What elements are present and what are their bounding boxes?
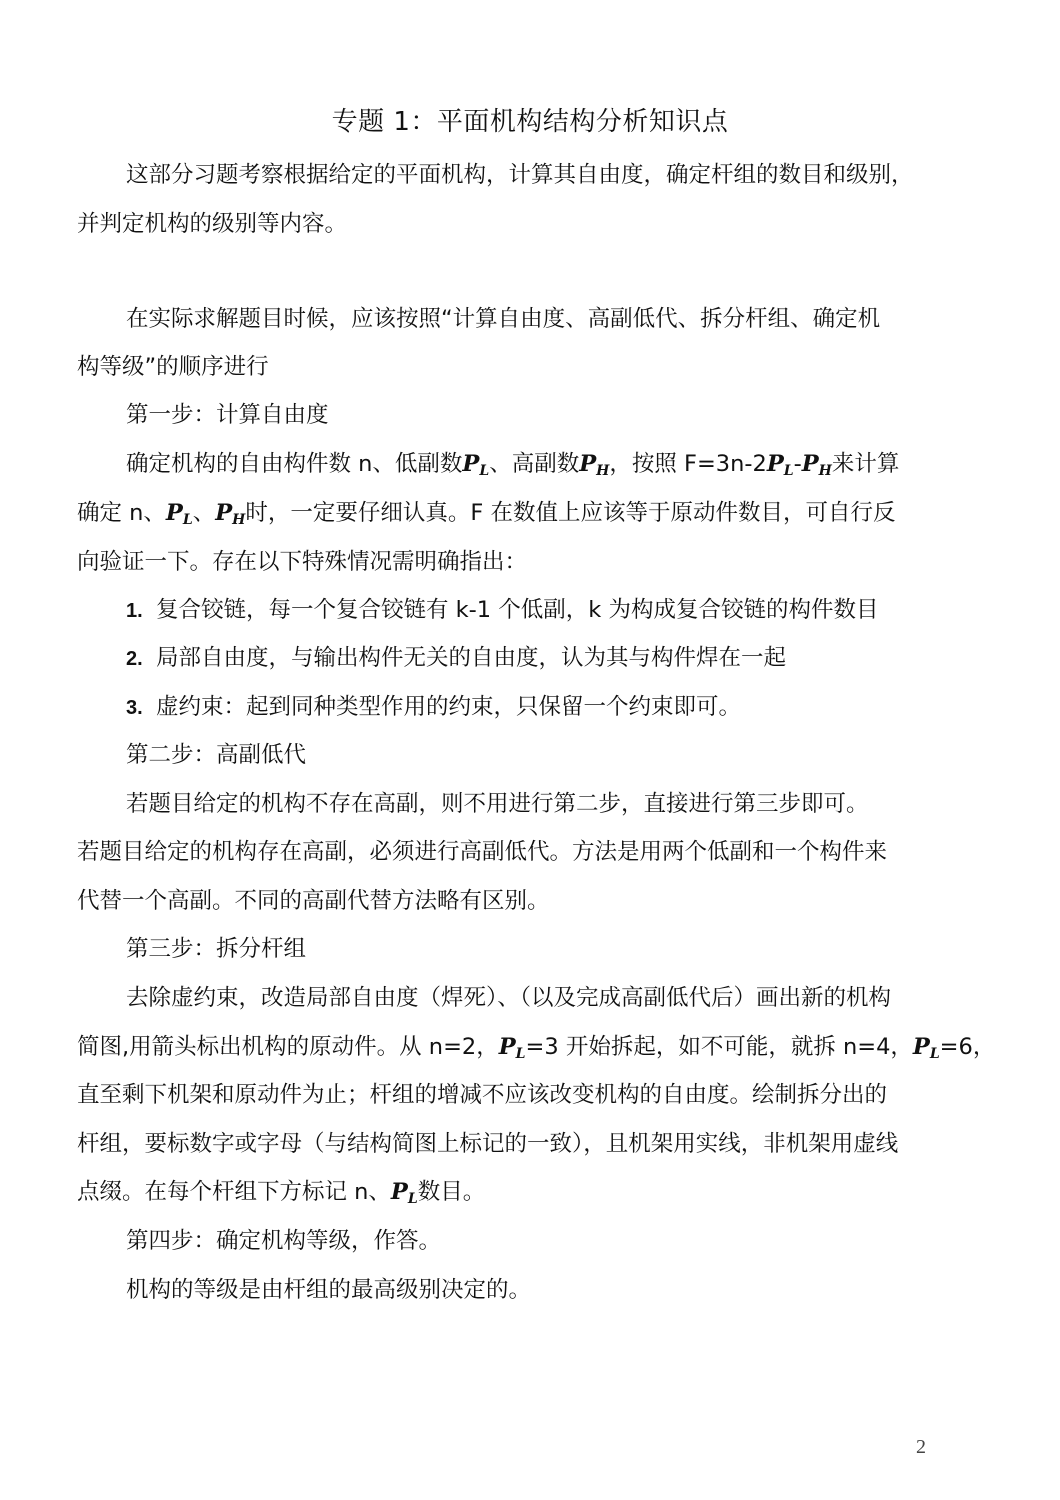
step3-line-5: 点缀。在每个杆组下方标记 n、$P_L$数目。 (77, 1179, 486, 1207)
step1-paragraph-line-3: 向验证一下。存在以下特殊情况需明确指出： (77, 549, 528, 575)
symbol-pl: $P_L$ (498, 1034, 526, 1062)
order-line-1: 在实际求解题目时候，应该按照“计算自由度、高副低代、拆分杆组、确定机 (126, 306, 881, 332)
list-number: 3. (126, 697, 143, 719)
step3-line-3: 直至剩下机架和原动件为止；杆组的增减不应该改变机构的自由度。绘制拆分出的 (77, 1082, 888, 1108)
list-item (126, 641, 786, 676)
symbol-pl: $P_L$ (766, 451, 794, 479)
step3-line-4: 杆组，要标数字或字母（与结构简图上标记的一致），且机架用实线，非机架用虚线 (77, 1131, 899, 1157)
list-item (126, 690, 741, 725)
intro-line-2: 并判定机构的级别等内容。 (77, 211, 348, 237)
symbol-ph: $P_H$ (215, 500, 246, 528)
symbol-ph: $P_H$ (801, 451, 832, 479)
step2-line-1: 若题目给定的机构不存在高副，则不用进行第二步，直接进行第三步即可。 (126, 791, 869, 817)
step2-line-3: 代替一个高副。不同的高副代替方法略有区别。 (77, 888, 550, 914)
symbol-pl: $P_L$ (462, 451, 490, 479)
step1-heading: 第一步：计算自由度 (126, 402, 329, 428)
step4-heading: 第四步：确定机构等级，作答。 (126, 1228, 442, 1254)
list-text: 局部自由度，与输出构件无关的自由度，认为其与构件焊在一起 (156, 645, 787, 671)
step3-line-1: 去除虚约束，改造局部自由度（焊死）、（以及完成高副低代后）画出新的机构 (126, 985, 892, 1011)
symbol-pl: $P_L$ (165, 500, 193, 528)
step3-heading: 第三步：拆分杆组 (126, 936, 307, 962)
list-number: 1. (126, 600, 143, 622)
list-number: 2. (126, 648, 143, 670)
intro-line-1: 这部分习题考察根据给定的平面机构，计算其自由度，确定杆组的数目和级别， (126, 162, 914, 188)
symbol-ph: $P_H$ (579, 451, 610, 479)
page-title: 专题 1：平面机构结构分析知识点 (331, 107, 729, 137)
step3-line-2: 简图,用箭头标出机构的原动件。从 n=2，$P_L=3$ 开始拆起，如不可能，就拆 n=4，$P_L=6$， (77, 1034, 996, 1062)
step4-line-1: 机构的等级是由杆组的最高级别决定的。 (126, 1277, 532, 1303)
page-number: 2 (916, 1436, 926, 1458)
order-line-2: 构等级”的顺序进行 (77, 354, 269, 380)
step2-line-2: 若题目给定的机构存在高副，必须进行高副低代。方法是用两个低副和一个构件来 (77, 839, 888, 865)
list-item (126, 593, 878, 628)
symbol-pl: $P_L$ (390, 1179, 418, 1207)
step1-paragraph-line-1: 确定机构的自由构件数 n、低副数$P_L$、高副数$P_H$，按照 $F=3n-2P_L-P_H$来计算 (126, 451, 900, 479)
step1-paragraph-line-2: 确定 n、$P_L$、$P_H$时，一定要仔细认真。F 在数值上应该等于原动件数目，可自行反 (77, 500, 896, 528)
symbol-pl: $P_L$ (912, 1034, 940, 1062)
list-text: 虚约束：起到同种类型作用的约束，只保留一个约束即可。 (156, 694, 742, 720)
step2-heading: 第二步：高副低代 (126, 742, 307, 768)
list-text: 复合铰链，每一个复合铰链有 k-1 个低副，k 为构成复合铰链的构件数目 (156, 597, 879, 623)
